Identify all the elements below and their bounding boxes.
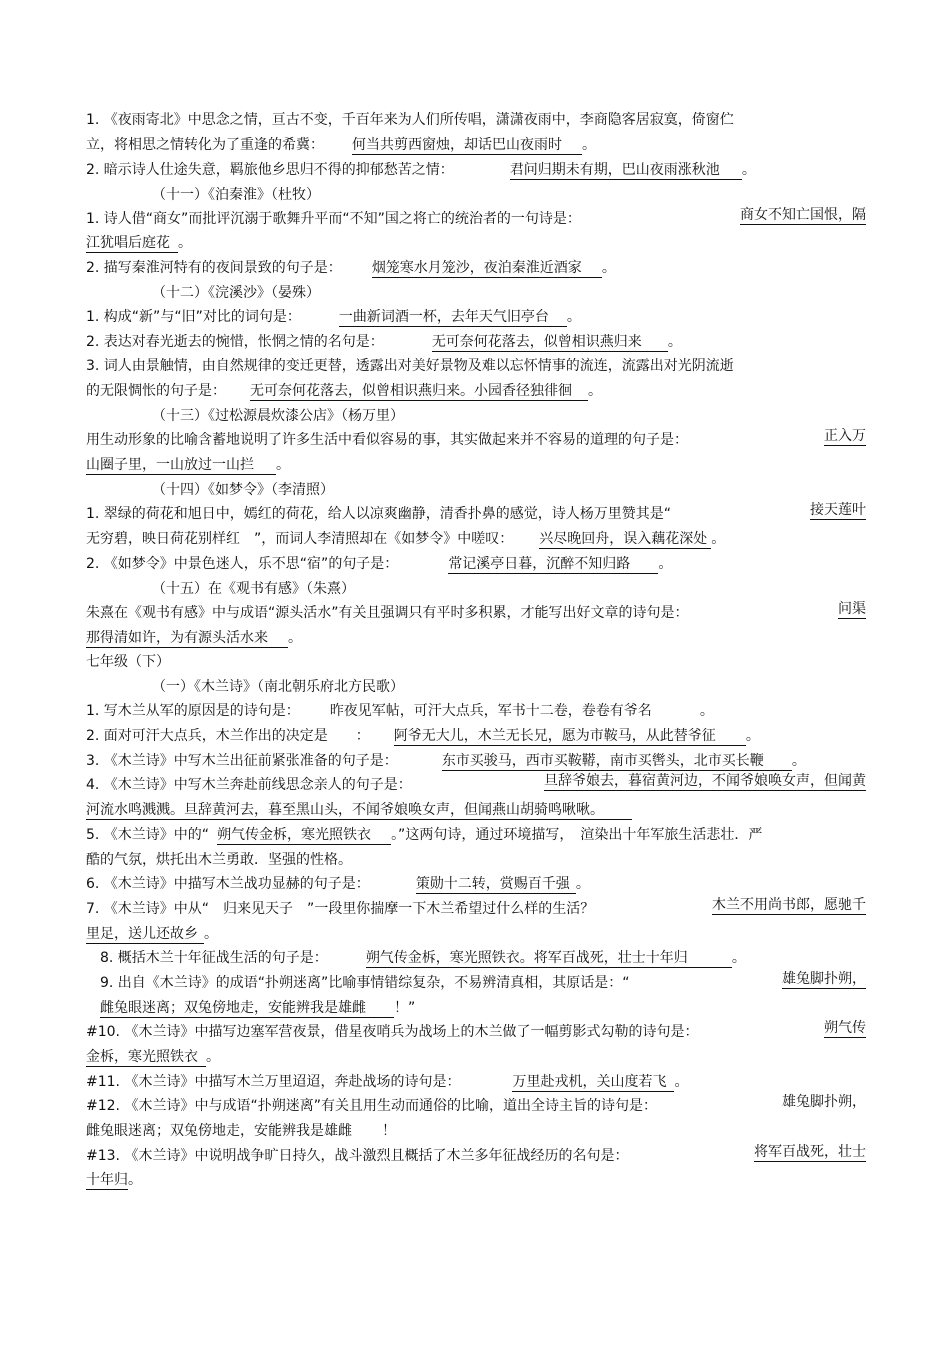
text-line — [86, 305, 866, 329]
line-text: 2. 面对可汗大点兵，木兰作出的决定是 ： — [86, 728, 370, 744]
line-text: 7. 《木兰诗》中从“ 归来见天子 ”一段里你揣摩一下木兰希望过什么样的生活？ — [86, 901, 595, 917]
line-text: 4. 《木兰诗》中写木兰奔赴前线思念亲人的句子是： — [86, 777, 412, 793]
answer-blank: 君问归期未有期，巴山夜雨涨秋池 — [510, 162, 742, 180]
text-line — [86, 207, 866, 231]
line-text: 。 — [582, 137, 596, 153]
line-text: 5. 《木兰诗》中的“ — [86, 827, 210, 843]
answer-blank: 兴尽晚回舟，误入藕花深处 — [539, 531, 711, 549]
text-line — [86, 404, 866, 428]
answer-blank: 旦辞爷娘去，暮宿黄河边，不闻爷娘唤女声，但闻黄 — [544, 773, 866, 789]
text-line — [86, 256, 866, 280]
line-text: 。 — [745, 728, 760, 744]
line-text: 。 — [276, 457, 290, 473]
line-text: ！” — [394, 1000, 416, 1016]
line-text: 。 — [658, 556, 673, 572]
text-line — [86, 798, 866, 822]
line-text: 1. 诗人借“商女”而批评沉溺于歌舞升平而“不知”国之将亡的统治者的一句诗是： — [86, 211, 581, 227]
answer-blank: 雄兔脚扑朔， — [782, 1094, 866, 1110]
text-line — [86, 552, 866, 576]
line-text: 6. 《木兰诗》中描写木兰战功显赫的句子是： — [86, 876, 370, 892]
line-text: （十三）《过松源晨炊漆公店》（杨万里） — [152, 408, 404, 424]
line-text: ！ — [382, 1123, 396, 1139]
answer-blank: 十年归 — [86, 1172, 128, 1188]
text-line — [86, 626, 866, 650]
line-text: （十一）《泊秦淮》（杜牧） — [152, 187, 320, 203]
line-text: 的无限惆怅的句子是： — [86, 383, 226, 399]
line-text: 。 — [204, 926, 218, 942]
text-line — [86, 478, 866, 502]
text-line — [86, 699, 866, 723]
answer-blank: 朔气传金柝，寒光照铁衣。将军百战死，壮士十年归 — [366, 950, 732, 968]
line-text: 。 — [288, 630, 302, 646]
text-line — [86, 1119, 866, 1143]
answer-blank: 雌兔眼迷离；双兔傍地走，安能辨我是雄雌 — [100, 1000, 394, 1018]
text-line — [86, 996, 866, 1020]
text-line — [86, 183, 866, 207]
line-text: 雌兔眼迷离；双兔傍地走，安能辨我是雄雌 — [86, 1123, 352, 1139]
answer-blank: 木兰不用尚书郎，愿驰千 — [712, 897, 866, 913]
line-text: 1. 构成“新”与“旧”对比的词句是： — [86, 309, 301, 325]
answer-blank: 将军百战死，壮士 — [754, 1144, 866, 1160]
line-text: 1. 《夜雨寄北》中思念之情，亘古不变，千百年来为人们所传唱，潇潇夜雨中，李商隐客居寂寞，倚窗伫 — [86, 112, 734, 128]
line-text: （十四）《如梦令》（李清照） — [152, 482, 334, 498]
text-line — [86, 379, 866, 403]
text-line — [86, 897, 866, 921]
line-text: #10. 《木兰诗》中描写边塞军营夜景，借星夜哨兵为战场上的木兰做了一幅剪影式勾勒的诗句是： — [86, 1024, 699, 1040]
line-text: 酷的气氛，烘托出木兰勇敢．坚强的性格。 — [86, 852, 352, 868]
text-line — [86, 577, 866, 601]
line-text: #13. 《木兰诗》中说明战争旷日持久，战斗激烈且概括了木兰多年征战经历的名句是： — [86, 1148, 629, 1164]
text-line — [86, 527, 866, 551]
text-line — [86, 848, 866, 872]
answer-blank: 朔气传金柝，寒光照铁衣 — [217, 827, 391, 845]
answer-blank: 万里赴戎机，关山度若飞 — [512, 1074, 674, 1092]
text-line — [86, 1094, 866, 1118]
text-line — [86, 823, 866, 847]
text-line — [86, 133, 866, 157]
line-text: #11. 《木兰诗》中描写木兰万里迢迢，奔赴战场的诗句是： — [86, 1074, 461, 1090]
line-text: 。 — [128, 1172, 142, 1188]
text-line — [86, 158, 866, 182]
line-text: #12. 《木兰诗》中与成语“扑朔迷离”有关且用生动而通俗的比喻，道出全诗主旨的诗句是： — [86, 1098, 657, 1114]
line-text: 1. 翠绿的荷花和旭日中，嫣红的荷花，给人以凉爽幽静，清香扑鼻的感觉，诗人杨万里赞其是“ — [86, 506, 672, 522]
text-line — [86, 1144, 866, 1168]
text-line — [86, 1020, 866, 1044]
answer-blank: 里足，送儿还故乡 — [86, 926, 204, 944]
line-text: 。 — [206, 1049, 220, 1065]
answer-blank: 商女不知亡国恨，隔 — [740, 207, 866, 223]
text-line — [86, 601, 866, 625]
answer-blank: 正入万 — [824, 428, 866, 444]
line-text: 。 — [791, 753, 806, 769]
answer-blank: 无可奈何花落去，似曾相识燕归来。小园香径独徘徊 — [250, 383, 588, 401]
answer-blank: 雄兔脚扑朔， — [782, 971, 866, 987]
answer-blank: 烟笼寒水月笼沙，夜泊秦淮近酒家 — [372, 260, 602, 278]
line-text: 昨夜见军帖，可汗大点兵，军书十二卷，卷卷有爷名 — [329, 703, 652, 719]
answer-blank: 阿爷无大儿，木兰无长兄，愿为市鞍马，从此替爷征 — [394, 728, 746, 746]
text-line — [86, 872, 866, 896]
text-line — [86, 922, 866, 946]
text-line — [86, 773, 866, 797]
line-text: 1. 写木兰从军的原因是的诗句是： — [86, 703, 300, 719]
text-line — [86, 231, 866, 255]
answer-blank: 接天莲叶 — [810, 502, 866, 518]
answer-blank: 那得清如许，为有源头活水来 — [86, 630, 288, 648]
text-line — [86, 971, 866, 995]
line-text: 3. 词人由景触情，由自然规律的变迁更替，透露出对美好景物及难以忘怀情事的流连，流露出对光阴流逝 — [86, 358, 734, 374]
line-text: 。 — [178, 235, 192, 251]
answer-blank: 无可奈何花落去，似曾相识燕归来 — [432, 334, 668, 352]
line-text: 2. 表达对春光逝去的惋惜，怅惘之情的名句是： — [86, 334, 384, 350]
line-text: 。 — [711, 531, 726, 547]
answer-blank: 江犹唱后庭花 — [86, 235, 178, 253]
line-text: 2. 《如梦令》中景色迷人，乐不思“宿”的句子是： — [86, 556, 399, 572]
line-text: 。 — [741, 162, 756, 178]
line-text: 。 — [667, 334, 682, 350]
line-text: 用生动形象的比喻含蓄地说明了许多生活中看似容易的事，其实做起来并不容易的道理的句子是： — [86, 432, 688, 448]
line-text: （十五）在《观书有感》（朱熹） — [152, 581, 355, 597]
line-text: 2. 暗示诗人仕途失意，羁旅他乡思归不得的抑郁愁苦之情： — [86, 162, 454, 178]
answer-blank: 问渠 — [838, 601, 866, 617]
line-text: 。”这两句诗，通过环境描写， 渲染出十年军旅生活悲壮．严 — [391, 827, 763, 843]
line-text: 。 — [566, 309, 581, 325]
answer-blank: 一曲新词酒一杯，去年天气旧亭台 — [339, 309, 567, 327]
text-line — [86, 428, 866, 452]
line-text: 。 — [699, 703, 714, 719]
line-text: 。 — [731, 950, 746, 966]
answer-blank: 河流水鸣溅溅。旦辞黄河去，暮至黑山头，不闻爷娘唤女声，但闻燕山胡骑鸣啾啾。 — [86, 802, 632, 820]
text-line — [86, 354, 866, 378]
answer-blank: 策勋十二转，赏赐百千强 — [416, 876, 576, 894]
line-text: 。 — [674, 1074, 689, 1090]
line-text: 朱熹在《观书有感》中与成语“源头活水”有关且强调只有平时多积累，才能写出好文章的诗句是： — [86, 605, 689, 621]
line-text: 3. 《木兰诗》中写木兰出征前紧张准备的句子是： — [86, 753, 398, 769]
line-text: 9. 出自《木兰诗》的成语“扑朔迷离”比喻事情错综复杂，不易辨清真相，其原话是：“ — [100, 975, 630, 991]
line-text: 无穷碧，映日荷花别样红 ”，而词人李清照却在《如梦令》中嗟叹： — [86, 531, 514, 547]
line-text: 。 — [588, 383, 602, 399]
line-text: 立，将相思之情转化为了重逢的希冀： — [86, 137, 324, 153]
line-text: 七年级（下） — [86, 654, 170, 670]
answer-blank: 常记溪亭日暮，沉醉不知归路 — [448, 556, 658, 574]
text-line — [86, 108, 866, 132]
line-text: （十二）《浣溪沙》（晏殊） — [152, 285, 320, 301]
text-line — [86, 1168, 866, 1192]
line-text: 8. 概括木兰十年征战生活的句子是： — [100, 950, 328, 966]
text-line — [86, 650, 866, 674]
text-line — [86, 749, 866, 773]
line-text: 。 — [575, 876, 590, 892]
answer-blank: 何当共剪西窗烛，却话巴山夜雨时 — [352, 137, 582, 155]
text-line — [86, 330, 866, 354]
text-line — [86, 946, 866, 970]
text-line — [86, 675, 866, 699]
answer-blank: 金柝，寒光照铁衣 — [86, 1049, 206, 1067]
text-line — [86, 453, 866, 477]
answer-blank: 山圈子里，一山放过一山拦 — [86, 457, 276, 475]
line-text: （一）《木兰诗》（南北朝乐府北方民歌） — [152, 679, 404, 695]
text-line — [86, 1070, 866, 1094]
line-text: 2. 描写秦淮河特有的夜间景致的句子是： — [86, 260, 342, 276]
answer-blank: 朔气传 — [824, 1020, 866, 1036]
text-line — [86, 502, 866, 526]
line-text: 。 — [601, 260, 616, 276]
text-line — [86, 281, 866, 305]
answer-blank: 东市买骏马，西市买鞍鞯，南市买辔头，北市买长鞭 — [442, 753, 792, 771]
text-line — [86, 724, 866, 748]
text-line — [86, 1045, 866, 1069]
